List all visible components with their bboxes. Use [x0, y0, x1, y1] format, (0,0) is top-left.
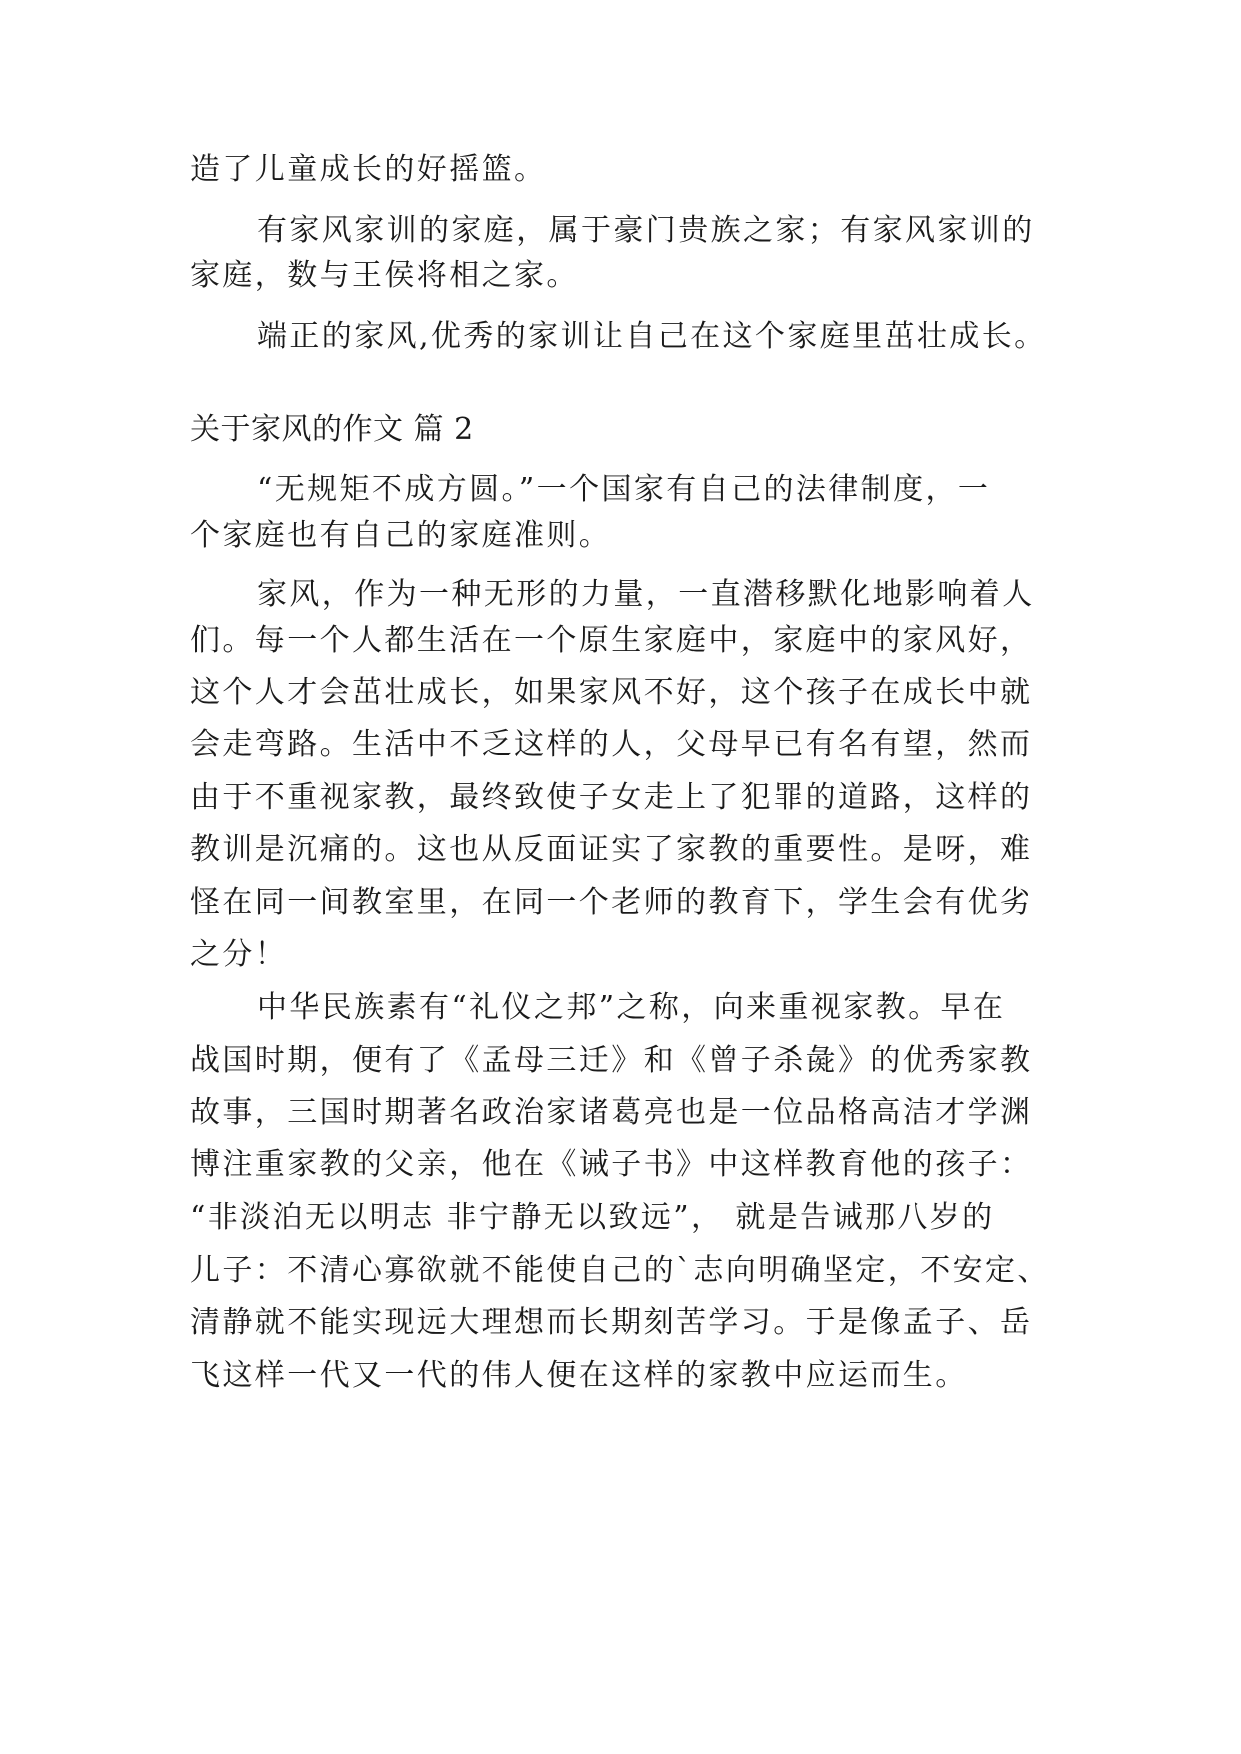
paragraph-line: 故事，三国时期著名政治家诸葛亮也是一位品格高洁才学渊	[190, 1095, 1033, 1130]
paragraph-line: 端正的家风,优秀的家训让自己在这个家庭里茁壮成长。	[257, 319, 1047, 354]
paragraph-line: 飞这样一代又一代的伟人便在这样的家教中应运而生。	[190, 1358, 968, 1393]
paragraph-line: 战国时期，便有了《孟母三迁》和《曾子杀彘》的优秀家教	[190, 1043, 1033, 1078]
paragraph-line: 清静就不能实现远大理想而长期刻苦学习。于是像孟子、岳	[190, 1305, 1033, 1340]
paragraph-line: 家庭，数与王侯将相之家。	[190, 258, 579, 293]
paragraph-line: 由于不重视家教，最终致使子女走上了犯罪的道路，这样的	[190, 780, 1033, 815]
paragraph-line: 这个人才会茁壮成长，如果家风不好，这个孩子在成长中就	[190, 675, 1033, 710]
paragraph-line: 之分！	[190, 937, 288, 972]
paragraph-line: 们。每一个人都生活在一个原生家庭中，家庭中的家风好，	[190, 623, 1033, 658]
section-heading: 关于家风的作文 篇 2	[190, 412, 474, 447]
paragraph-line: 儿子：不清心寡欲就不能使自己的`志向明确坚定，不安定、	[190, 1253, 1050, 1288]
paragraph-line: 怪在同一间教室里，在同一个老师的教育下，学生会有优劣	[190, 885, 1033, 920]
paragraph-line: 有家风家训的家庭，属于豪门贵族之家；有家风家训的	[257, 213, 1035, 248]
paragraph-line: 造了儿童成长的好摇篮。	[190, 152, 547, 187]
paragraph-line: 个家庭也有自己的家庭准则。	[190, 518, 612, 553]
paragraph-line: “非淡泊无以明志 非宁静无以致远”， 就是告诫那八岁的	[190, 1200, 995, 1235]
paragraph-line: 教训是沉痛的。这也从反面证实了家教的重要性。是呀，难	[190, 832, 1033, 867]
paragraph-line: 博注重家教的父亲，他在《诫子书》中这样教育他的孩子：	[190, 1147, 1033, 1182]
paragraph-line: 家风，作为一种无形的力量，一直潜移默化地影响着人	[257, 577, 1035, 612]
paragraph-line: 会走弯路。生活中不乏这样的人，父母早已有名有望，然而	[190, 727, 1033, 762]
paragraph-line: 中华民族素有“礼仪之邦”之称，向来重视家教。早在	[257, 990, 1006, 1025]
paragraph-line: “无规矩不成方圆。”一个国家有自己的法律制度，一	[257, 472, 991, 507]
